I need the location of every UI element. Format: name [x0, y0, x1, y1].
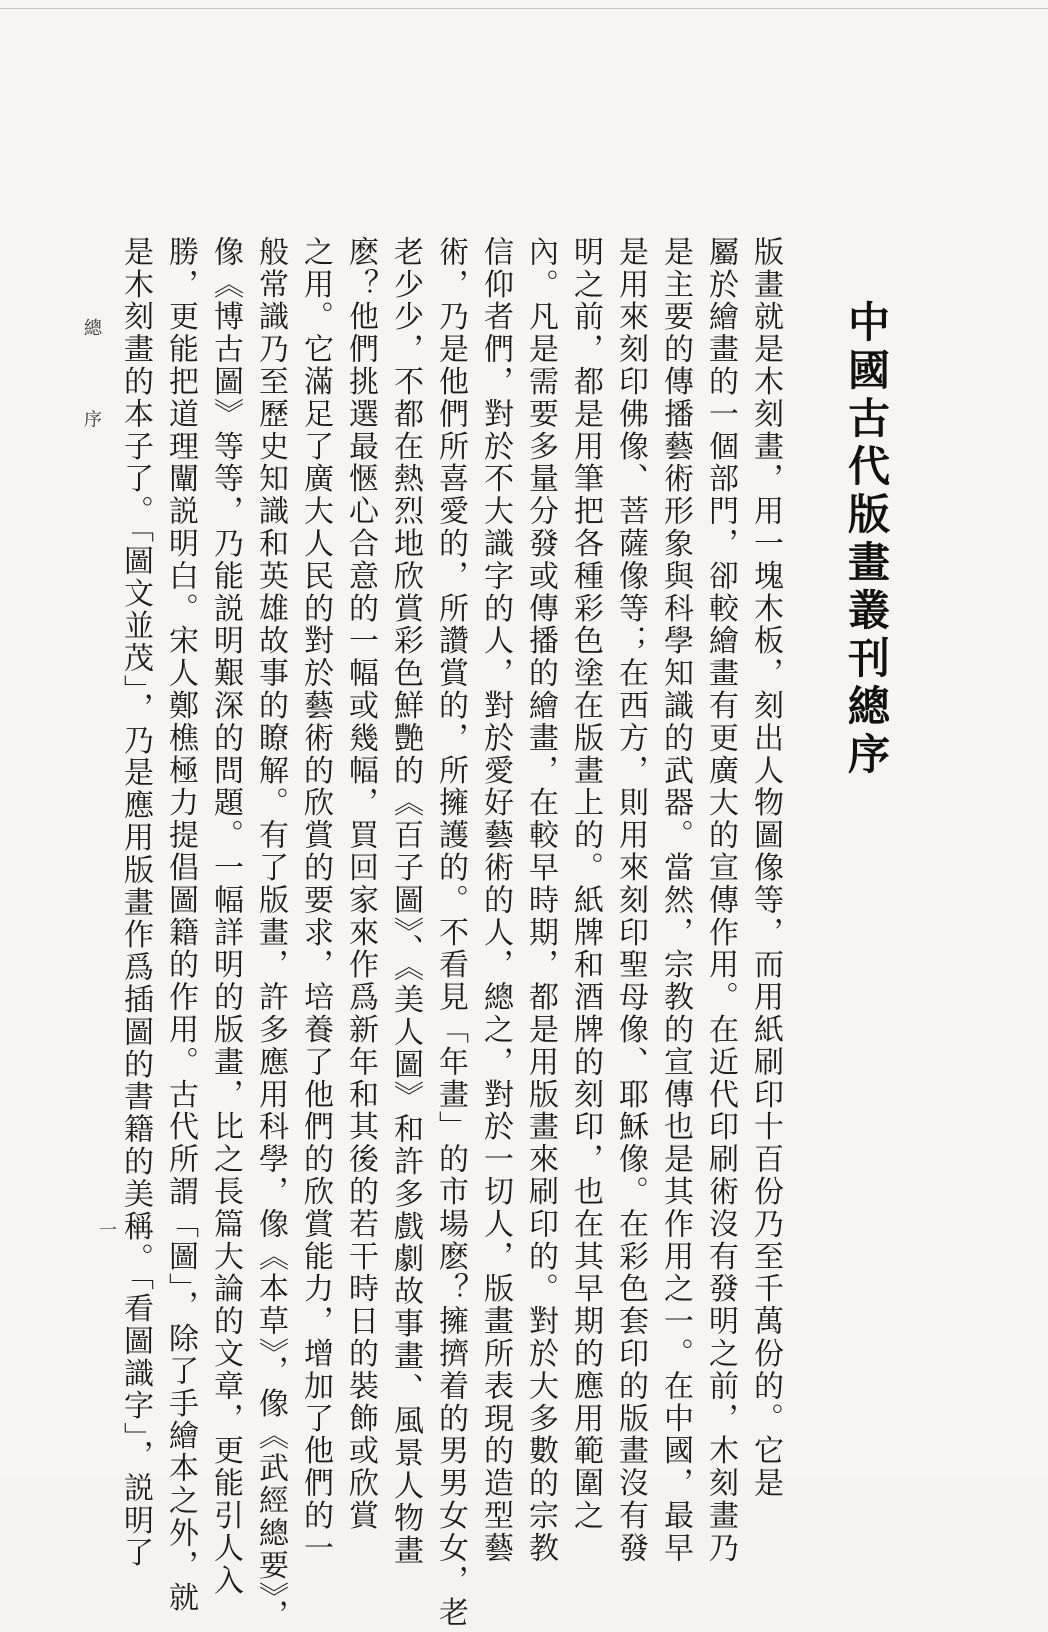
text-line: 是木刻畫的本子了。「圖文並茂」，乃是應用版畫作爲插圖的書籍的美稱。「看圖識字」，説明了 [118, 236, 153, 1570]
text-line: 像《博古圖》等等，乃能説明艱深的問題。一幅詳明的版畫，比之長篇大論的文章，更能引人入 [208, 236, 243, 1597]
text-line: 信仰者們，對於不大識字的人，對於愛好藝術的人，總之，對於一切人，版畫所表現的造型藝 [478, 236, 513, 1565]
running-head: 總 序 [81, 318, 102, 462]
page-title: 中國古代版畫叢刊總序 [842, 300, 891, 780]
text-line: 是主要的傳播藝術形象與科學知識的武器。當然，宗教的宣傳也是其作用之一。在中國，最早 [658, 236, 693, 1565]
text-line: 般常識乃至歷史知識和英雄故事的瞭解。有了版畫，許多應用科學，像《本草》，像《武經總要》， [253, 236, 288, 1632]
text-line: 麽？他們挑選最愜心合意的一幅或幾幅，買回家來作爲新年和其後的若干時日的裝飾或欣賞 [343, 236, 378, 1532]
text-line: 勝，更能把道理闡説明白。宋人鄭樵極力提倡圖籍的作用。古代所謂「圖」，除了手繪本之外，就 [163, 236, 198, 1615]
text-line: 屬於繪畫的一個部門，卻較繪畫有更廣大的宣傳作用。在近代印刷術沒有發明之前，木刻畫乃 [703, 236, 738, 1565]
text-line: 之用。它滿足了廣大人民的對於藝術的欣賞的要求，培養了他們的欣賞能力，增加了他們的一 [298, 236, 333, 1565]
body-text [118, 236, 818, 1632]
page-number: 一 [99, 1220, 117, 1241]
page-edge-rule [0, 8, 1048, 9]
text-line: 是用來刻印佛像、菩薩像等；在西方，則用來刻印聖母像、耶穌像。在彩色套印的版畫沒有發 [613, 236, 648, 1565]
text-line: 版畫就是木刻畫，用一塊木板，刻出人物圖像等，而用紙刷印十百份乃至千萬份的。它是 [748, 236, 783, 1500]
text-line: 明之前，都是用筆把各種彩色塗在版畫上的。紙牌和酒牌的刻印，也在其早期的應用範圍之 [568, 236, 603, 1532]
text-line: 老少少，不都在熱烈地欣賞彩色鮮艷的《百子圖》、《美人圖》和許多戲劇故事畫、風景人物畫 [388, 236, 423, 1567]
text-line: 內。凡是需要多量分發或傳播的繪畫，在較早時期，都是用版畫來刷印的。對於大多數的宗教 [523, 236, 558, 1565]
text-line: 術，乃是他們所喜愛的，所讚賞的，所擁護的。不看見「年畫」的市場麽？擁擠着的男男女女，老 [433, 236, 468, 1630]
